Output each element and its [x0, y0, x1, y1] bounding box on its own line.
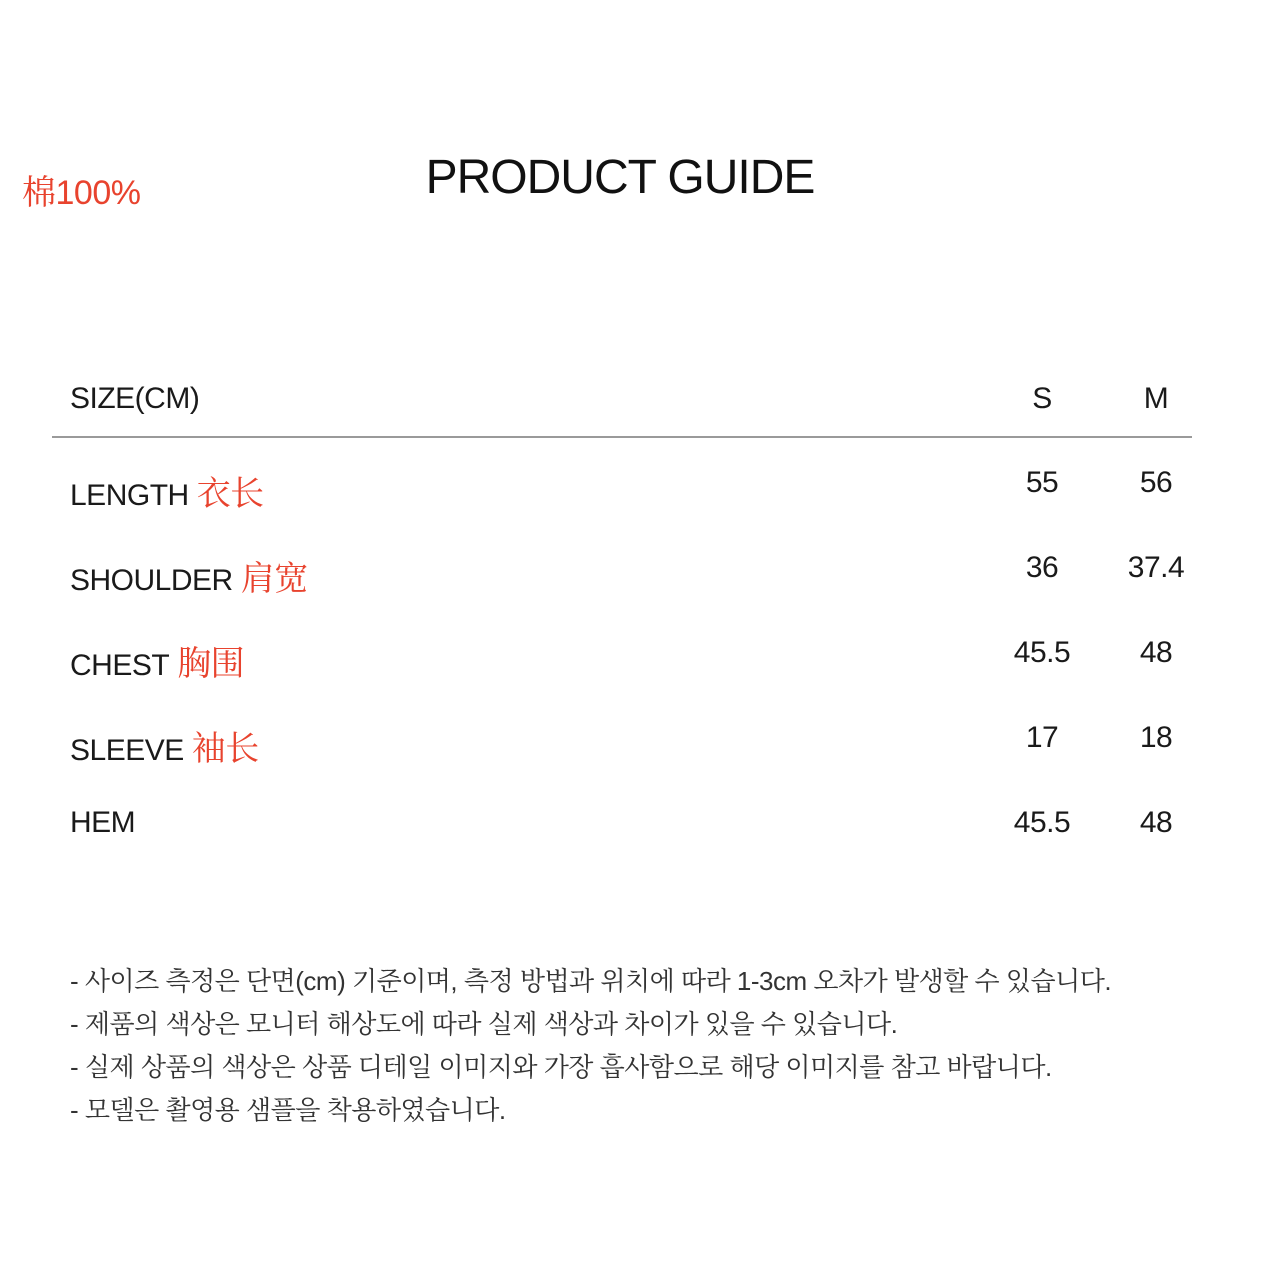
row-value-m: 48 — [1139, 636, 1173, 669]
row-label — [70, 551, 308, 600]
row-value-m: 56 — [1139, 466, 1173, 499]
table-row-sleeve — [52, 711, 1192, 796]
note-line: - 실제 상품의 색상은 상품 디테일 이미지와 가장 흡사함으로 해당 이미지를 참고 바랍니다. — [70, 1052, 1052, 1082]
header-size-m: M — [1143, 382, 1169, 415]
header-size-s: S — [1032, 382, 1052, 415]
row-label-en: SLEEVE — [70, 734, 184, 767]
size-table — [52, 370, 1192, 881]
row-label-en: CHEST — [70, 649, 170, 682]
row-value-m: 18 — [1139, 721, 1173, 754]
row-value-s: 55 — [1025, 466, 1059, 499]
page-title: PRODUCT GUIDE — [425, 151, 815, 204]
row-label — [70, 466, 264, 515]
row-label-cn: 肩宽 — [240, 560, 308, 598]
table-row-length — [52, 456, 1192, 541]
row-label — [70, 636, 244, 685]
row-label — [70, 806, 135, 840]
row-label-cn: 衣长 — [196, 475, 264, 513]
notes-list — [70, 960, 1220, 1132]
row-label-cn: 袖长 — [191, 730, 259, 768]
row-label-cn: 胸围 — [177, 645, 245, 683]
material-composition-note: 棉100% — [22, 174, 141, 212]
header-size-label: SIZE(CM) — [70, 382, 200, 415]
row-value-s: 17 — [1025, 721, 1059, 754]
row-label — [70, 721, 259, 770]
table-row-hem — [52, 796, 1192, 881]
table-row-chest — [52, 626, 1192, 711]
note-line: - 모델은 촬영용 샘플을 착용하였습니다. — [70, 1095, 506, 1125]
row-value-m: 48 — [1139, 806, 1173, 839]
note-line: - 제품의 색상은 모니터 해상도에 따라 실제 색상과 차이가 있을 수 있습니다. — [70, 1009, 898, 1039]
row-value-s: 45.5 — [1013, 806, 1071, 839]
row-value-m: 37.4 — [1127, 551, 1185, 584]
note-line: - 사이즈 측정은 단면(cm) 기준이며, 측정 방법과 위치에 따라 1-3cm 오차가 발생할 수 있습니다. — [70, 966, 1112, 996]
row-label-en: HEM — [70, 806, 136, 839]
row-label-en: SHOULDER — [70, 564, 233, 597]
row-label-en: LENGTH — [70, 479, 189, 512]
table-row-shoulder — [52, 541, 1192, 626]
size-table-header — [52, 370, 1192, 438]
row-value-s: 45.5 — [1013, 636, 1071, 669]
row-value-s: 36 — [1025, 551, 1059, 584]
